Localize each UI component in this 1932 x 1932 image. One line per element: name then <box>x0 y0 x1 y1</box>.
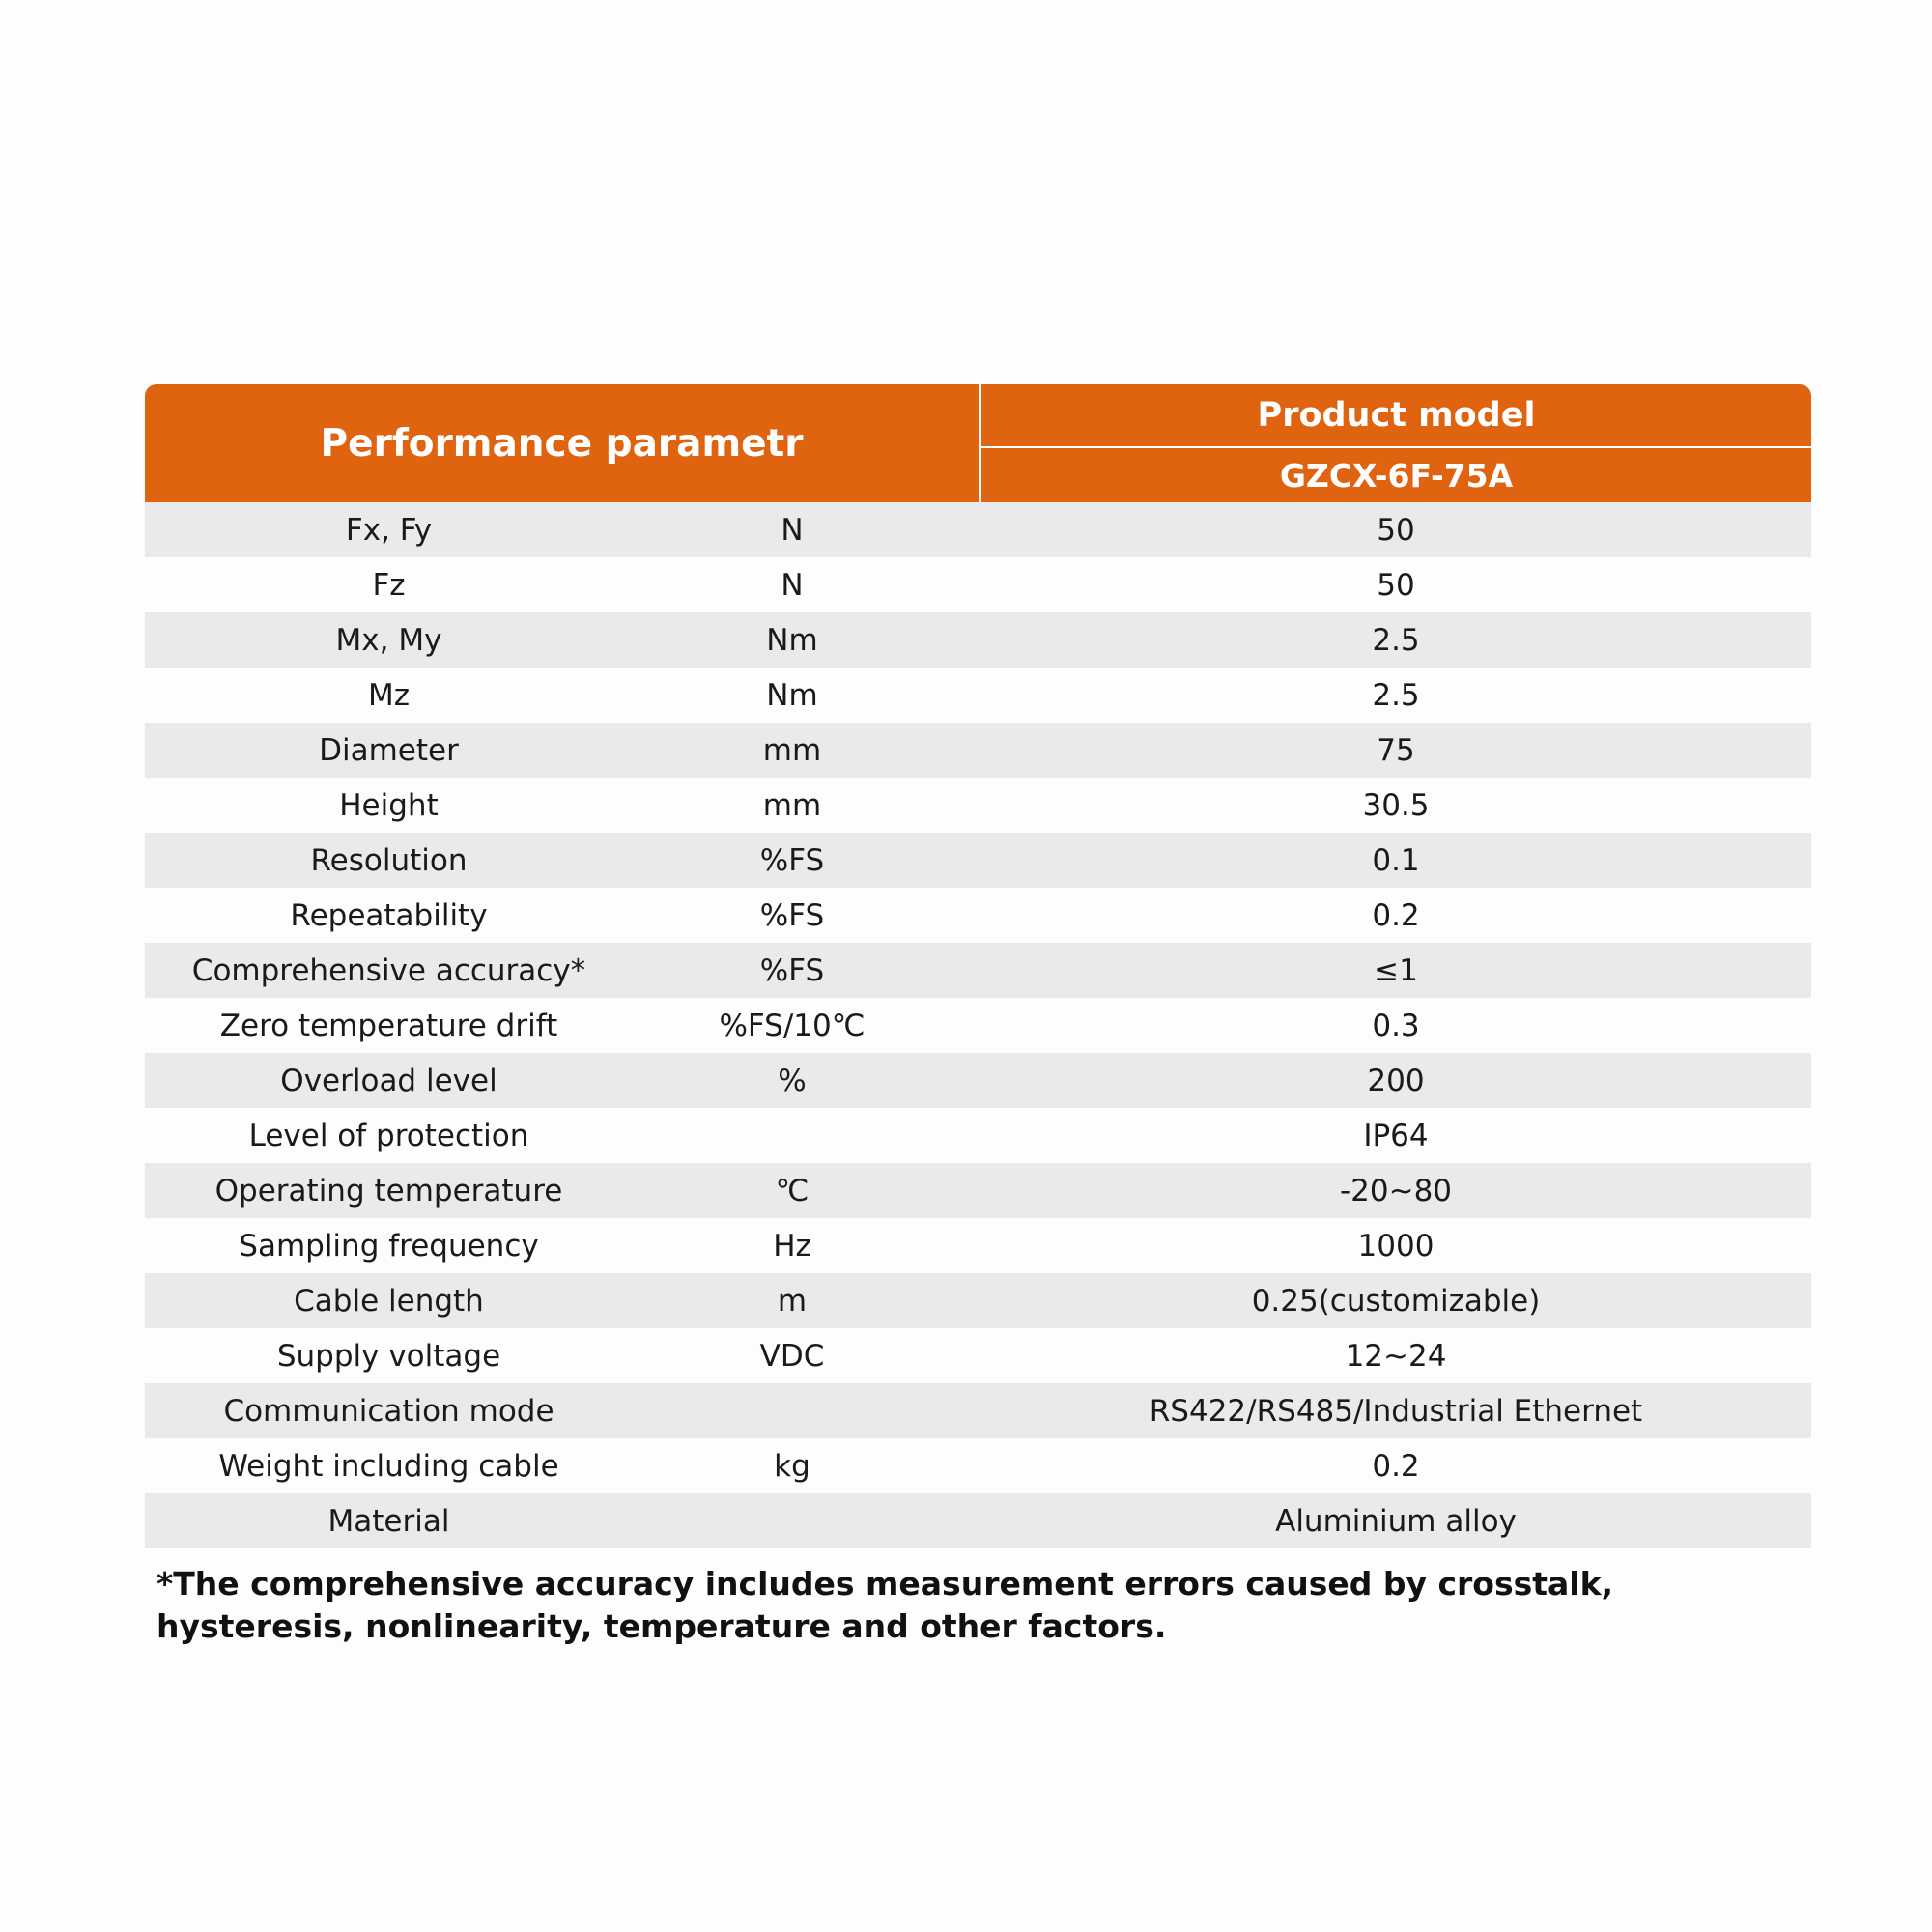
row-name: Mz <box>367 677 411 713</box>
table-row <box>145 668 1811 723</box>
row-unit: mm <box>762 787 822 823</box>
row-name: Zero temperature drift <box>219 1008 558 1043</box>
footnote: *The comprehensive accuracy includes measurement errors caused by crosstalk, hysteresis, nonlinearity, temperature and other factors. <box>156 1565 1614 1645</box>
table-row <box>145 1273 1811 1328</box>
row-name: Supply voltage <box>276 1338 501 1374</box>
row-unit: m <box>777 1283 808 1319</box>
row-name: Comprehensive accuracy* <box>191 952 586 988</box>
row-value: 2.5 <box>1372 677 1420 713</box>
row-name: Sampling frequency <box>239 1228 539 1264</box>
table-header <box>145 384 1811 502</box>
row-value: 1000 <box>1357 1228 1435 1264</box>
table-row <box>145 943 1811 998</box>
row-value: 200 <box>1367 1063 1425 1098</box>
row-value: Aluminium alloy <box>1275 1503 1517 1539</box>
row-name: Communication mode <box>223 1393 554 1429</box>
row-name: Operating temperature <box>214 1173 563 1208</box>
row-value: 75 <box>1377 732 1415 768</box>
row-value: 0.3 <box>1372 1008 1420 1043</box>
parameter-column-title: Performance parametr <box>320 421 804 466</box>
table-row <box>145 612 1811 668</box>
row-value: 0.2 <box>1372 897 1420 933</box>
row-value: 50 <box>1377 567 1415 603</box>
row-name: Fz <box>372 567 406 603</box>
row-unit: mm <box>762 732 822 768</box>
table-row <box>145 1108 1811 1163</box>
row-unit: N <box>781 512 804 548</box>
row-value: 30.5 <box>1362 787 1430 823</box>
table-row <box>145 888 1811 943</box>
table-row <box>145 1493 1811 1548</box>
row-name: Weight including cable <box>218 1448 559 1484</box>
row-unit: ℃ <box>775 1173 810 1208</box>
row-name: Level of protection <box>248 1118 529 1153</box>
product-model-title: Product model <box>1257 396 1536 435</box>
table-row <box>145 778 1811 833</box>
table-row <box>145 1163 1811 1218</box>
row-name: Cable length <box>294 1283 484 1319</box>
table-row <box>145 998 1811 1053</box>
row-value: RS422/RS485/Industrial Ethernet <box>1149 1393 1643 1429</box>
row-unit: N <box>781 567 804 603</box>
row-name: Mx, My <box>335 622 442 658</box>
row-value: 50 <box>1377 512 1415 548</box>
row-value: ≤1 <box>1374 952 1418 988</box>
row-value: 2.5 <box>1372 622 1420 658</box>
table-row <box>145 557 1811 612</box>
spec-table <box>145 384 1811 1548</box>
row-unit: Hz <box>773 1228 811 1264</box>
row-unit: Nm <box>766 622 818 658</box>
row-name: Fx, Fy <box>345 512 433 548</box>
row-unit: %FS <box>759 842 825 878</box>
row-value: 0.1 <box>1372 842 1420 878</box>
table-body <box>145 502 1811 1548</box>
row-name: Height <box>339 787 439 823</box>
row-name: Repeatability <box>290 897 488 933</box>
row-unit: %FS/10℃ <box>719 1008 866 1043</box>
table-row <box>145 1328 1811 1383</box>
row-unit: %FS <box>759 952 825 988</box>
table-row <box>145 833 1811 888</box>
table-row <box>145 1053 1811 1108</box>
row-value: 12~24 <box>1345 1338 1447 1374</box>
product-model-name: GZCX-6F-75A <box>1279 456 1514 495</box>
row-name: Diameter <box>319 732 459 768</box>
table-row <box>145 1438 1811 1493</box>
row-value: -20~80 <box>1339 1173 1453 1208</box>
row-unit: % <box>778 1063 807 1098</box>
row-name: Material <box>327 1503 450 1539</box>
table-row <box>145 502 1811 557</box>
table-row <box>145 723 1811 778</box>
row-name: Overload level <box>280 1063 497 1098</box>
row-unit: VDC <box>759 1338 825 1374</box>
row-unit: %FS <box>759 897 825 933</box>
row-value: 0.2 <box>1372 1448 1420 1484</box>
row-name: Resolution <box>310 842 468 878</box>
table-row <box>145 1383 1811 1438</box>
row-value: IP64 <box>1363 1118 1429 1153</box>
row-unit: kg <box>774 1448 810 1484</box>
table-row <box>145 1218 1811 1273</box>
row-value: 0.25(customizable) <box>1251 1283 1541 1319</box>
row-unit: Nm <box>766 677 818 713</box>
